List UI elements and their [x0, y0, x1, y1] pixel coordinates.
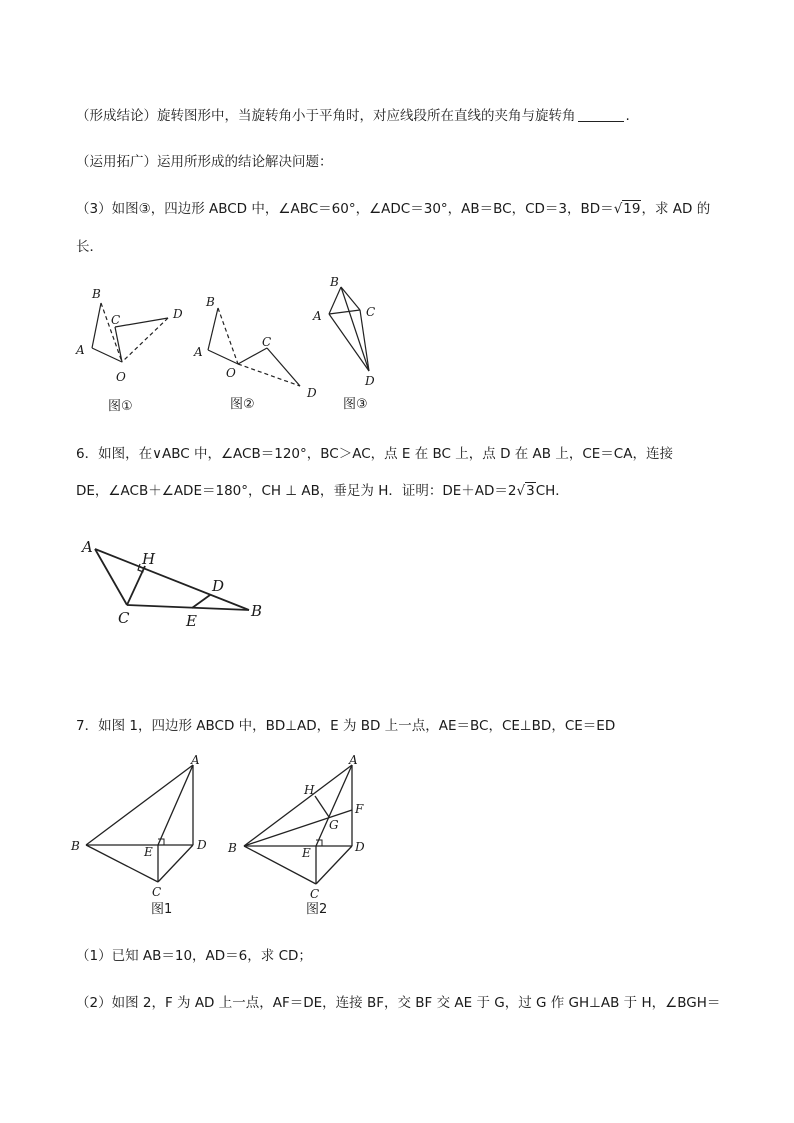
label-o: O: [116, 370, 126, 384]
label-a: A: [349, 753, 358, 767]
label-h: H: [304, 783, 315, 797]
label-d: D: [365, 374, 375, 388]
figure-2-caption: 图②: [230, 397, 255, 412]
label-b: B: [92, 287, 101, 301]
conclusion-line: [76, 104, 630, 124]
q6-line-1: 6．如图，在∨ABC 中，∠ACB＝120°，BC＞AC，点 E 在 BC 上，点 D 在 AB 上，CE＝CA，连接: [76, 446, 673, 462]
figure-3-caption: 图③: [343, 397, 368, 412]
segment-bd: [341, 287, 369, 371]
label-b: B: [330, 275, 339, 289]
segment-ab: [244, 765, 352, 846]
label-c: C: [118, 609, 130, 627]
sqrt-19: √19: [613, 201, 641, 217]
segment-gh: [315, 796, 329, 817]
figure-1-caption: 图①: [108, 399, 133, 414]
segment-ab: [86, 765, 193, 845]
label-c: C: [111, 313, 121, 327]
label-d: D: [197, 838, 207, 852]
label-a: A: [191, 753, 200, 767]
conclusion-text: （形成结论）旋转图形中，当旋转角小于平角时，对应线段所在直线的夹角与旋转角: [76, 108, 576, 124]
label-b: B: [206, 295, 215, 309]
segment-cd: [360, 310, 369, 371]
label-d: D: [307, 386, 317, 400]
figure-7-2: [226, 750, 386, 920]
segment-bc: [341, 287, 360, 310]
figure-6: [78, 535, 278, 635]
label-e: E: [144, 845, 153, 859]
segment-cd: [115, 318, 168, 327]
sqrt-3: √3: [516, 483, 535, 499]
segment-ac: [329, 310, 360, 314]
segment-ae: [158, 765, 193, 845]
segment-cb: [127, 605, 249, 610]
label-d: D: [355, 840, 365, 854]
figure-7-1: [68, 750, 218, 920]
q7-sub-1: （1）已知 AB＝10，AD＝6，求 CD；: [76, 948, 312, 964]
q6-line-2: [76, 479, 569, 499]
apply-line: （运用拓广）运用所形成的结论解决问题：: [76, 154, 333, 170]
label-a: A: [194, 345, 203, 359]
q3-line: [76, 197, 710, 217]
segment-oc: [238, 348, 267, 364]
label-c: C: [310, 887, 320, 901]
label-o: O: [226, 366, 236, 380]
label-f: F: [355, 802, 364, 816]
label-a: A: [313, 309, 322, 323]
segment-cd: [267, 348, 300, 386]
q6-text-b: CH．: [535, 483, 569, 499]
figure-7-2-caption: 图2: [306, 902, 328, 917]
figure-7-1-caption: 图1: [151, 902, 173, 917]
label-a: A: [76, 343, 85, 357]
segment-cd: [158, 845, 193, 882]
segment-ac: [95, 549, 127, 605]
label-c: C: [262, 335, 272, 349]
q3-line-2: 长．: [76, 239, 103, 255]
label-d: D: [212, 577, 225, 595]
q6-text-a: DE，∠ACB＋∠ADE＝180°，CH ⊥ AB，垂足为 H．证明：DE＋AD＝2: [76, 483, 517, 499]
segment-ao: [208, 350, 238, 364]
q3-text-b: ，求 AD 的: [641, 201, 711, 217]
sqrt-radicand: 19: [623, 201, 641, 217]
segment-ab: [95, 549, 249, 610]
figure-1: [70, 280, 200, 430]
segment-cd: [316, 846, 352, 884]
label-c: C: [366, 305, 376, 319]
q3-text: （3）如图③，四边形 ABCD 中，∠ABC＝60°，∠ADC＝30°，AB＝BC，CD＝3，BD＝: [76, 201, 614, 217]
segment-ab: [208, 308, 218, 350]
segment-ab: [92, 303, 101, 348]
segment-ab: [329, 287, 341, 314]
answer-blank[interactable]: [578, 107, 624, 122]
label-a: A: [82, 538, 93, 556]
sqrt-radicand: 3: [526, 483, 535, 499]
label-b: B: [228, 841, 237, 855]
label-d: D: [173, 307, 183, 321]
label-c: C: [152, 885, 162, 899]
label-h: H: [142, 550, 156, 568]
q7-stem: 7．如图 1，四边形 ABCD 中，BD⊥AD，E 为 BD 上一点，AE＝BC，CE⊥BD，CE＝ED: [76, 718, 616, 734]
label-g: G: [329, 818, 339, 832]
label-b: B: [251, 602, 263, 620]
label-e: E: [302, 846, 311, 860]
q7-sub-2: （2）如图 2，F 为 AD 上一点，AF＝DE，连接 BF，交 BF 交 AE 于 G，过 G 作 GH⊥AB 于 H，∠BGH＝: [76, 995, 721, 1011]
conclusion-period: .: [625, 108, 630, 124]
label-b: B: [71, 839, 80, 853]
segment-ad: [329, 314, 369, 371]
label-e: E: [186, 612, 197, 630]
figure-3: [305, 270, 415, 420]
segment-ed: [192, 595, 210, 608]
